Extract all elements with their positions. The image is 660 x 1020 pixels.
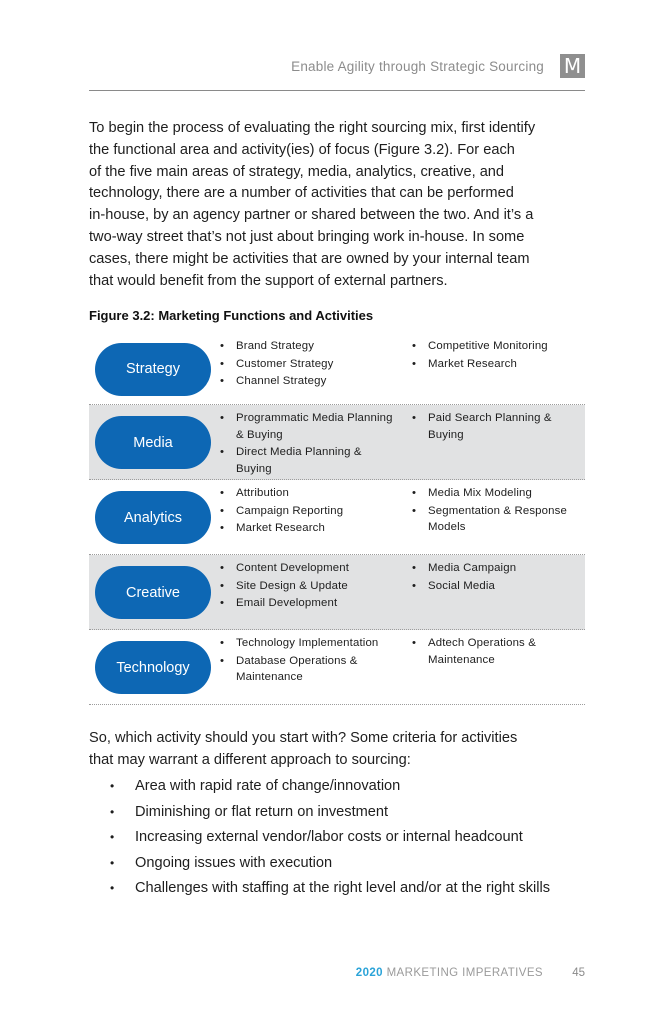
outro-line: So, which activity should you start with? Some criteria for activities <box>89 730 518 746</box>
activity-list-secondary <box>412 485 585 537</box>
function-pill-analytics: Analytics <box>95 491 211 544</box>
activity-list-primary <box>220 485 400 538</box>
activity-list-primary <box>220 338 400 391</box>
activity-item: • Email Development <box>220 595 400 612</box>
criteria-item: • Increasing external vendor/labor costs or internal headcount <box>108 825 598 851</box>
page-number: 45 <box>572 967 585 979</box>
activity-item: • Campaign Reporting <box>220 503 400 520</box>
criteria-item: • Diminishing or flat return on investment <box>108 800 598 826</box>
activity-item: • Market Research <box>412 356 585 373</box>
activity-item: • Site Design & Update <box>220 578 400 595</box>
function-row-analytics <box>89 480 585 555</box>
activity-item: • Paid Search Planning & Buying <box>412 410 585 443</box>
activity-item: • Direct Media Planning & Buying <box>220 444 400 477</box>
function-row-creative <box>89 555 585 630</box>
intro-line: of the five main areas of strategy, media, analytics, creative, and <box>89 163 505 180</box>
activity-item: • Technology Implementation <box>220 635 400 652</box>
activity-list-secondary <box>412 560 585 595</box>
intro-paragraph <box>89 118 589 292</box>
function-pill-creative: Creative <box>95 566 211 619</box>
outro-line: that may warrant a different approach to sourcing: <box>89 752 411 768</box>
intro-line: in-house, by an agency partner or shared between the two. And it’s a <box>89 207 534 224</box>
function-row-technology <box>89 630 585 705</box>
activity-item: • Attribution <box>220 485 400 502</box>
activity-list-secondary <box>412 338 585 373</box>
figure-title: Figure 3.2: Marketing Functions and Activities <box>89 308 374 323</box>
function-row-strategy <box>89 333 585 405</box>
activity-item: • Content Development <box>220 560 400 577</box>
function-pill-media: Media <box>95 416 211 469</box>
activity-item: • Media Campaign <box>412 560 585 577</box>
activity-list-primary <box>220 560 400 613</box>
running-footer <box>356 967 543 979</box>
running-header <box>89 52 585 91</box>
publisher-logo: M <box>560 54 585 78</box>
function-pill-strategy: Strategy <box>95 343 211 396</box>
activity-item: • Database Operations & Maintenance <box>220 653 400 686</box>
activity-list-secondary <box>412 410 585 444</box>
functions-table <box>89 333 585 705</box>
activity-item: • Social Media <box>412 578 585 595</box>
intro-line: two-way street that’s not just about bringing work in-house. In some <box>89 228 525 245</box>
intro-line: technology, there are a number of activities that can be performed <box>89 185 514 202</box>
function-pill-technology: Technology <box>95 641 211 694</box>
intro-line: To begin the process of evaluating the right sourcing mix, first identify <box>89 120 536 136</box>
activity-item: • Brand Strategy <box>220 338 400 355</box>
activity-item: • Competitive Monitoring <box>412 338 585 355</box>
footer-year: 2020 <box>355 967 383 979</box>
running-header-title: Enable Agility through Strategic Sourcing <box>291 59 544 74</box>
footer-publication: MARKETING IMPERATIVES <box>382 967 543 979</box>
activity-item: • Customer Strategy <box>220 356 400 373</box>
criteria-item: • Area with rapid rate of change/innovation <box>108 774 598 800</box>
activity-item: • Programmatic Media Planning & Buying <box>220 410 400 443</box>
intro-line: the functional area and activity(ies) of focus (Figure 3.2). For each <box>89 141 515 158</box>
criteria-item: • Ongoing issues with execution <box>108 851 598 877</box>
intro-line: cases, there might be activities that are owned by your internal team <box>89 250 530 267</box>
activity-list-secondary <box>412 635 585 669</box>
activity-item: • Media Mix Modeling <box>412 485 585 502</box>
activity-item: • Adtech Operations & Maintenance <box>412 635 585 668</box>
criteria-list <box>108 774 598 902</box>
outro-paragraph <box>89 727 589 771</box>
intro-line: that would benefit from the support of external partners. <box>89 272 448 289</box>
activity-list-primary <box>220 410 400 478</box>
activity-item: • Market Research <box>220 520 400 537</box>
criteria-item: • Challenges with staffing at the right level and/or at the right skills <box>108 876 598 902</box>
activity-item: • Channel Strategy <box>220 373 400 390</box>
activity-item: • Segmentation & Response Models <box>412 503 585 536</box>
function-row-media <box>89 405 585 480</box>
activity-list-primary <box>220 635 400 687</box>
